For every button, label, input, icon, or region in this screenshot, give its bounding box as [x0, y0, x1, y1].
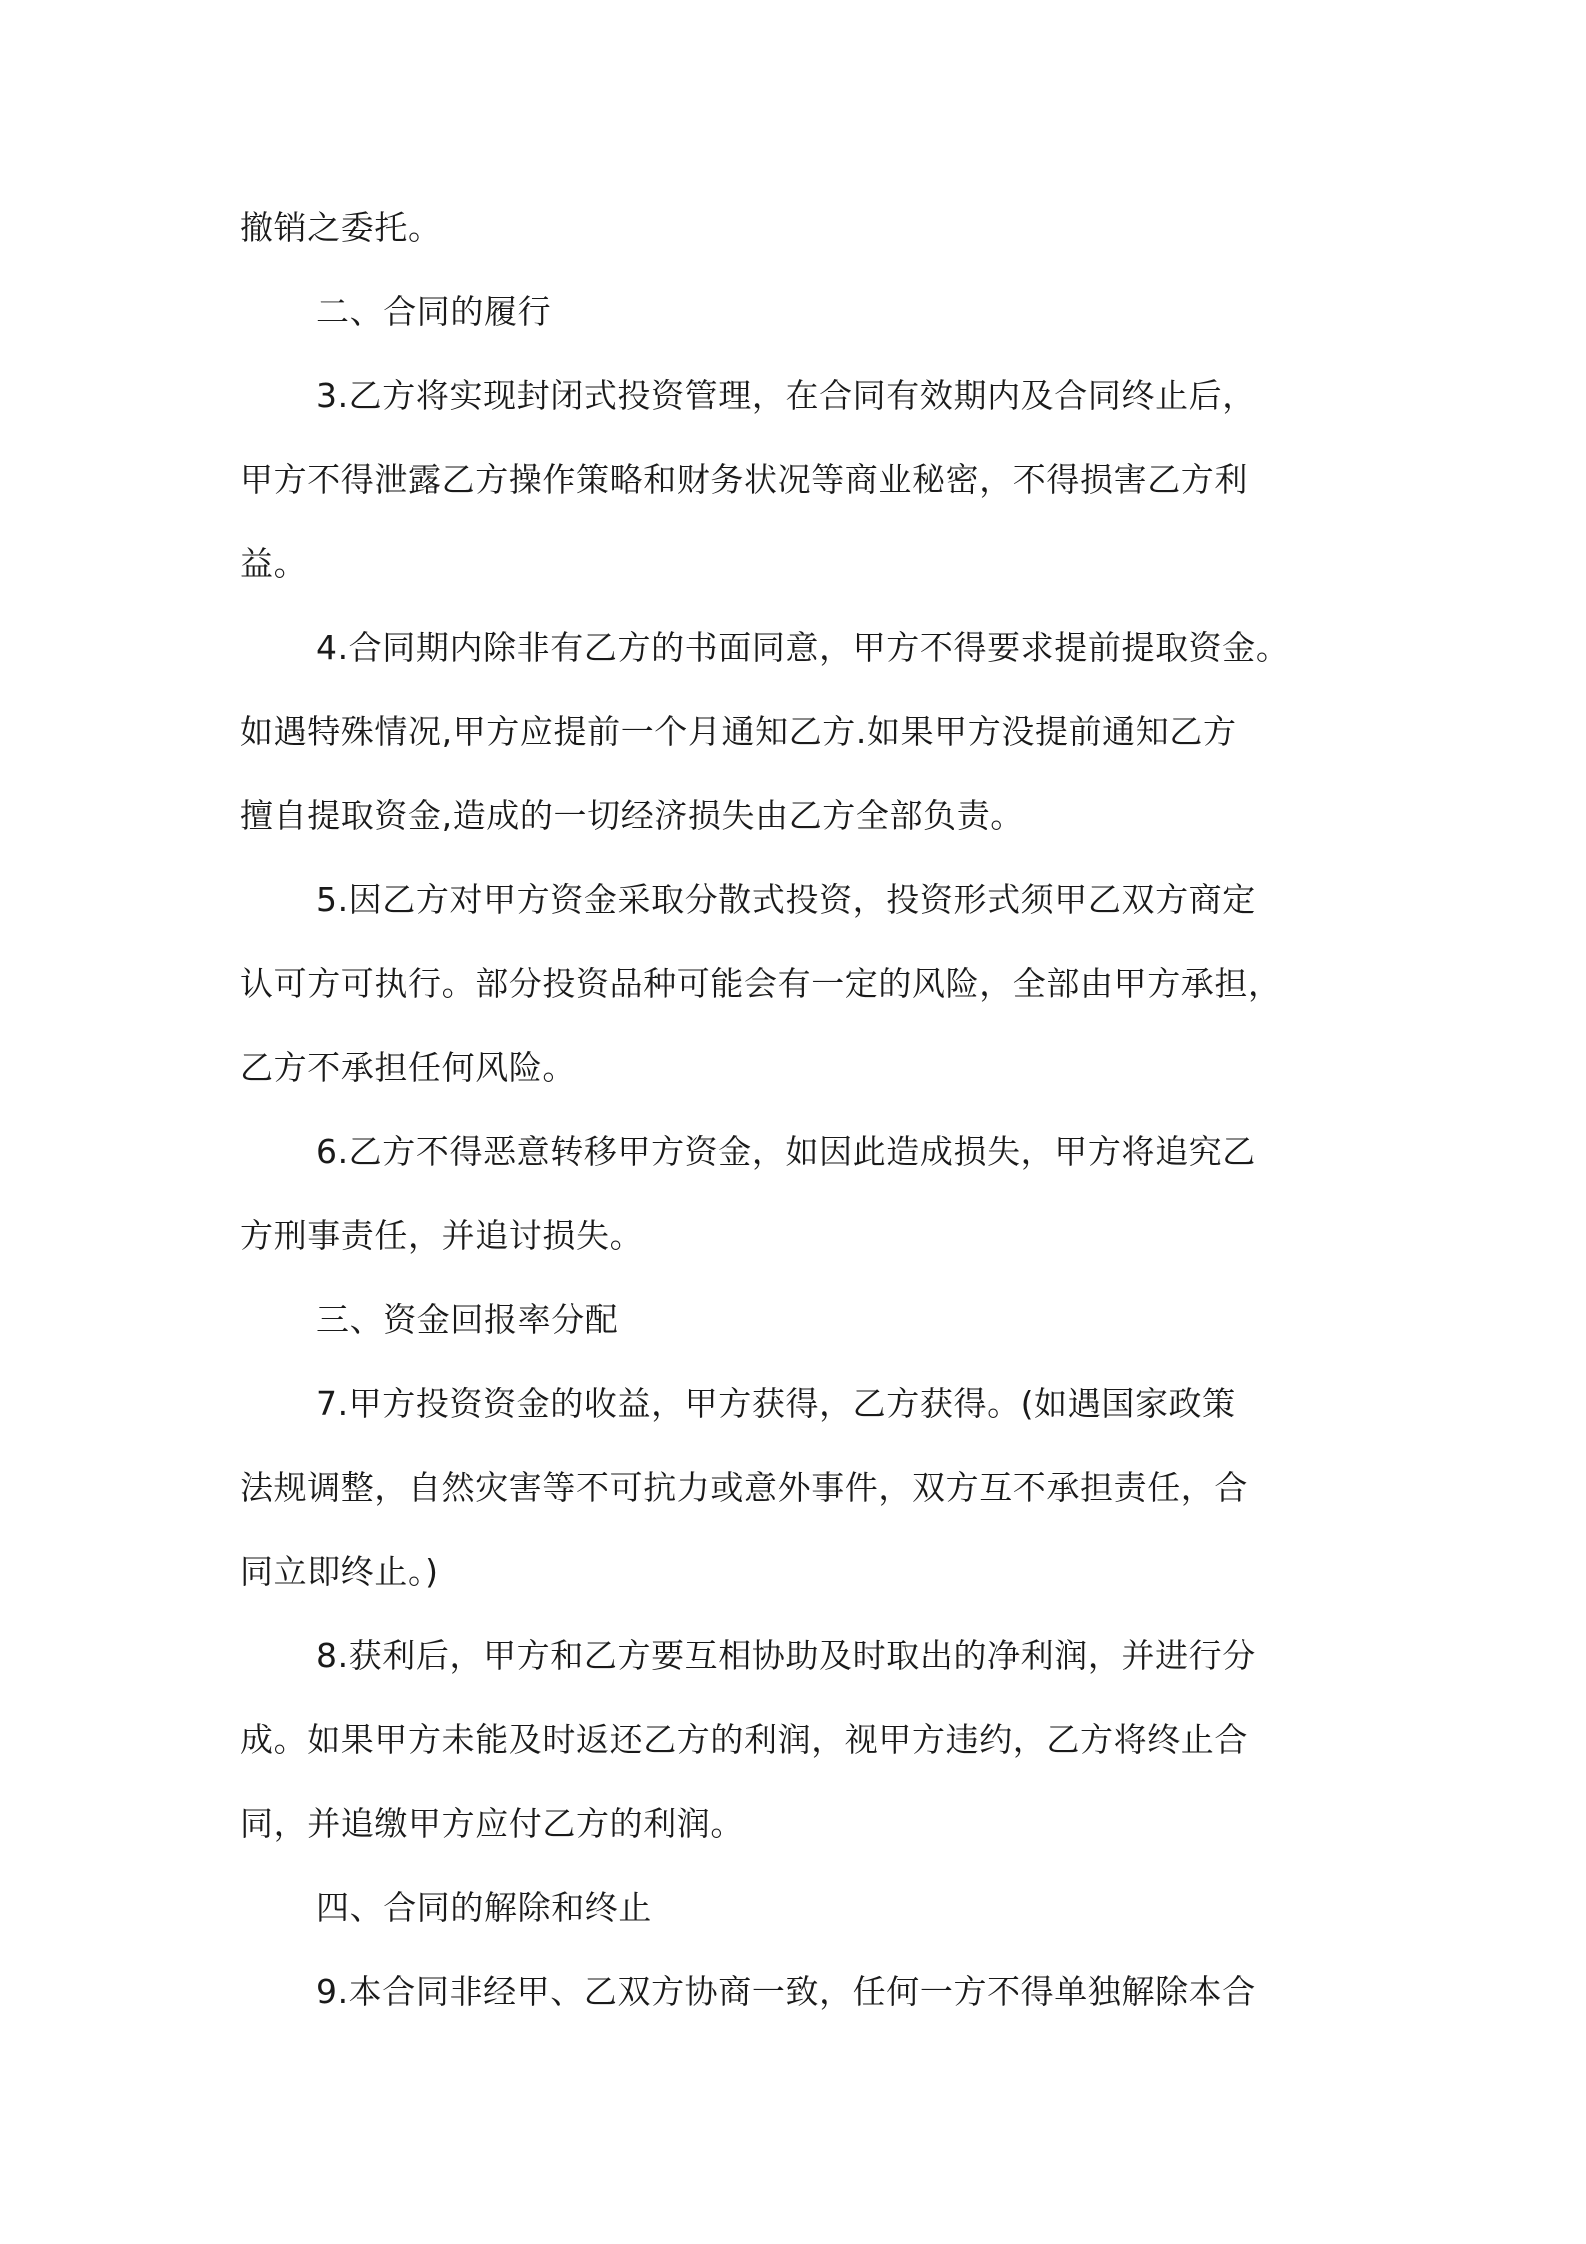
text-line: 6.乙方不得恶意转移甲方资金，如因此造成损失，甲方将追究乙: [316, 1132, 1256, 1171]
text-line: 法规调整，自然灾害等不可抗力或意外事件，双方互不承担责任，合: [240, 1468, 1248, 1507]
section-heading: 四、合同的解除和终止: [316, 1888, 652, 1927]
section-heading: 三、资金回报率分配: [316, 1300, 619, 1339]
text-line: 8.获利后，甲方和乙方要互相协助及时取出的净利润，并进行分: [316, 1636, 1256, 1675]
text-line: 7.甲方投资资金的收益，甲方获得，乙方获得。(如遇国家政策: [316, 1384, 1236, 1423]
text-line: 甲方不得泄露乙方操作策略和财务状况等商业秘密，不得损害乙方利: [240, 460, 1248, 499]
text-line: 成。如果甲方未能及时返还乙方的利润，视甲方违约，乙方将终止合: [240, 1720, 1248, 1759]
text-line: 4.合同期内除非有乙方的书面同意，甲方不得要求提前提取资金。: [316, 628, 1290, 667]
text-line: 乙方不承担任何风险。: [240, 1048, 576, 1087]
text-line: 认可方可执行。部分投资品种可能会有一定的风险，全部由甲方承担，: [240, 964, 1282, 1003]
text-line: 9.本合同非经甲、乙双方协商一致，任何一方不得单独解除本合: [316, 1972, 1256, 2011]
section-heading: 二、合同的履行: [316, 292, 552, 331]
text-line: 如遇特殊情况,甲方应提前一个月通知乙方.如果甲方没提前通知乙方: [240, 712, 1237, 751]
text-line: 5.因乙方对甲方资金采取分散式投资，投资形式须甲乙双方商定: [316, 880, 1256, 919]
text-line: 擅自提取资金,造成的一切经济损失由乙方全部负责。: [240, 796, 1024, 835]
text-line: 益。: [240, 544, 308, 583]
text-line: 撤销之委托。: [240, 208, 442, 247]
text-line: 方刑事责任，并追讨损失。: [240, 1216, 644, 1255]
text-line: 3.乙方将实现封闭式投资管理，在合同有效期内及合同终止后，: [316, 376, 1256, 415]
text-line: 同立即终止。): [240, 1552, 439, 1591]
text-line: 同，并追缴甲方应付乙方的利润。: [240, 1804, 744, 1843]
